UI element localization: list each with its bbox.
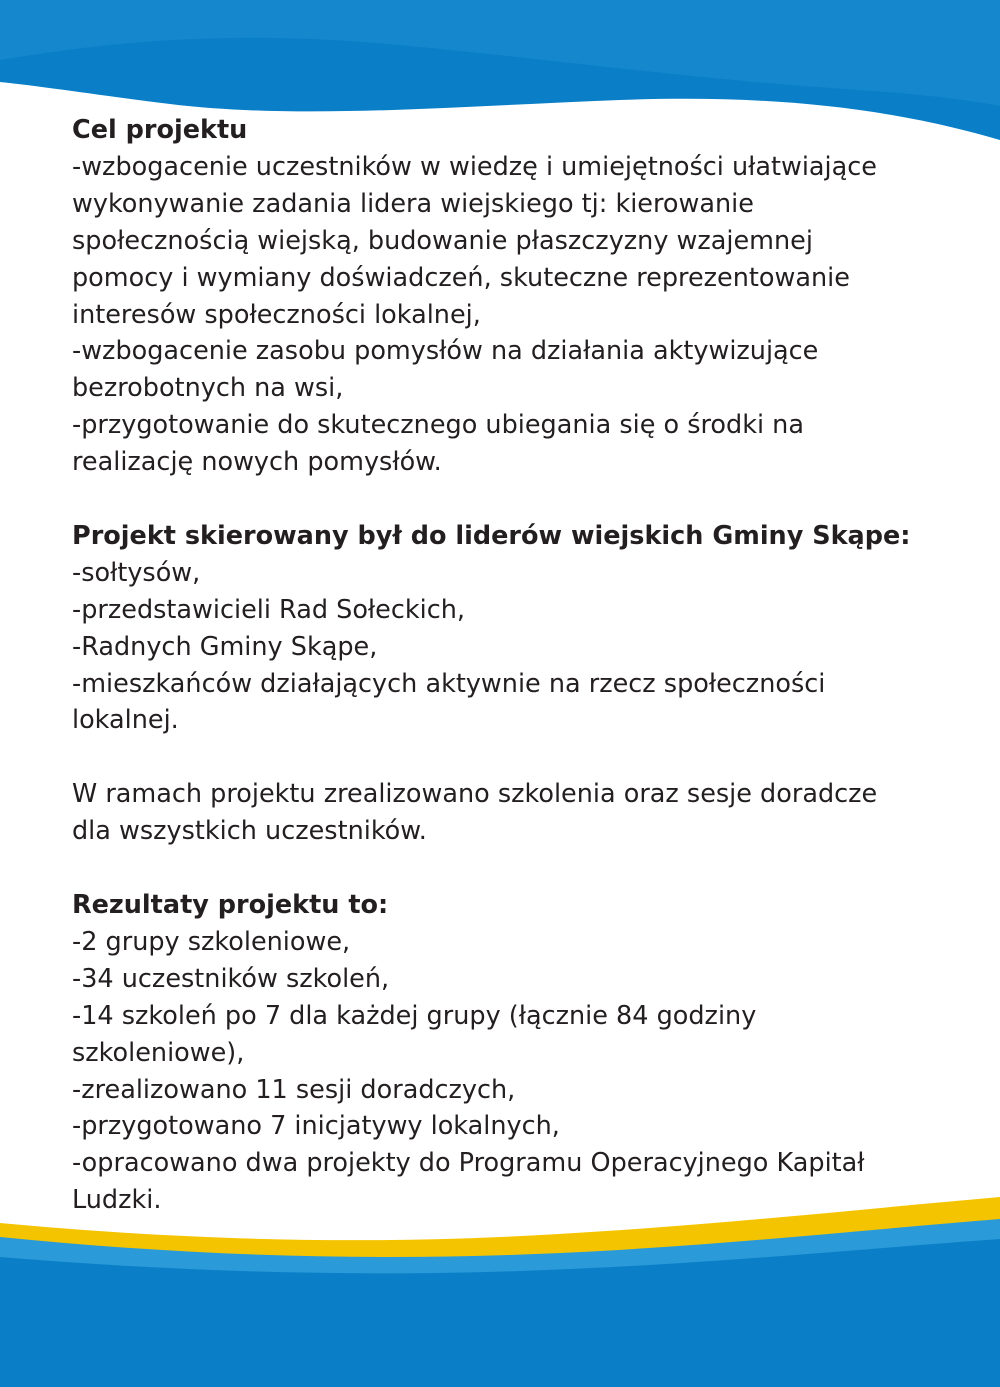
section-heading: Rezultaty projektu to: [72,889,389,920]
text-line: -przedstawicieli Rad Sołeckich, [72,594,466,625]
section-heading: Cel projektu [72,115,248,145]
text-line: -14 szkoleń po 7 dla każdej grupy (łącznie 84 godziny [72,1000,757,1031]
section-target-group [72,518,952,739]
text-line: szkoleniowe), [72,1037,245,1068]
text-line: -opracowano dwa projekty do Programu Operacyjnego Kapitał [72,1148,865,1179]
text-line: lokalnej. [72,705,179,736]
text-line: społecznością wiejską, budowanie płaszczyzny wzajemnej [72,225,813,256]
document-body [72,112,952,1219]
text-line: -przygotowano 7 inicjatywy lokalnych, [72,1111,560,1142]
text-line: Ludzki. [72,1185,162,1216]
text-line: -wzbogacenie zasobu pomysłów na działania aktywizujące [72,336,819,367]
text-line: -wzbogacenie uczestników w wiedzę i umiejętności ułatwiające [72,151,877,182]
text-line: W ramach projektu zrealizowano szkolenia oraz sesje doradcze [72,779,878,810]
text-line: bezrobotnych na wsi, [72,373,344,404]
section-activities [72,776,952,850]
bottom-wave-decoration [0,1197,1000,1387]
text-line: pomocy i wymiany doświadczeń, skuteczne reprezentowanie [72,262,850,293]
section-heading: Projekt skierowany był do liderów wiejskich Gminy Skąpe: [72,520,911,551]
text-line: -sołtysów, [72,557,201,588]
section-results [72,887,952,1219]
text-line: -Radnych Gminy Skąpe, [72,631,378,662]
text-line: realizację nowych pomysłów. [72,447,442,478]
text-line: wykonywanie zadania lidera wiejskiego tj: kierowanie [72,188,754,219]
text-line: -zrealizowano 11 sesji doradczych, [72,1074,516,1105]
text-line: interesów społeczności lokalnej, [72,299,481,330]
text-line: -2 grupy szkoleniowe, [72,926,351,957]
text-line: dla wszystkich uczestników. [72,816,427,847]
text-line: -34 uczestników szkoleń, [72,963,390,994]
section-goal [72,112,952,481]
text-line: -przygotowanie do skutecznego ubiegania się o środki na [72,410,804,441]
text-line: -mieszkańców działających aktywnie na rzecz społeczności [72,668,826,699]
